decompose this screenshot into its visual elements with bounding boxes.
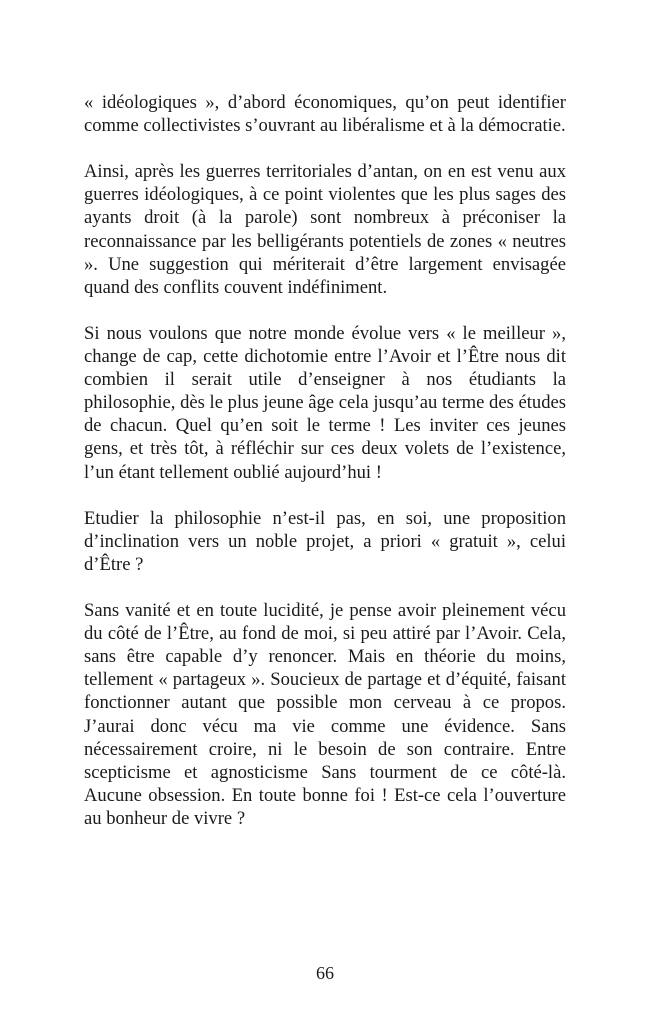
paragraph-3: Si nous voulons que notre monde évolue vers « le meilleur », change de cap, cette dichotomie entre l’Avoir et l’Être nous dit combien il serait utile d’enseigner à nos étudiants la philosophie, dès le plus jeune âge cela jusqu’au terme des études de chacun. Quel qu’en soit le terme ! Les inviter ces jeunes gens, et très tôt, à réfléchir sur ces deux volets de l’existence, l’un étant tellement oublié aujourd’hui ! (84, 322, 566, 483)
body-text (84, 91, 566, 853)
page-number: 66 (316, 963, 334, 983)
paragraph-2: Ainsi, après les guerres territoriales d’antan, on en est venu aux guerres idéologiques, à ce point violentes que les plus sages des ayants droit (à la parole) sont nombreux à préconiser la reconnaissance par les belligérants potentiels de zones « neutres ». Une suggestion qui mériterait d’être largement envisagée quand des conflits couvent indéfiniment. (84, 161, 566, 298)
paragraph-1: « idéologiques », d’abord économiques, qu’on peut identifier comme collectivistes s’ouvrant au libéralisme et à la démocratie. (84, 92, 566, 137)
paragraph-4: Etudier la philosophie n’est-il pas, en soi, une proposition d’inclination vers un noble projet, a priori « gratuit », celui d’Être ? (84, 507, 566, 575)
paragraph-5: Sans vanité et en toute lucidité, je pense avoir pleinement vécu du côté de l’Être, au fond de moi, si peu attiré par l’Avoir. Cela, sans être capable d’y renoncer. Mais en théorie du moins, tellement « partageux ». Soucieux de partage et d’équité, faisant fonctionner autant que possible mon cerveau à ce propos. J’aurai donc vécu ma vie comme une évidence. Sans nécessairement croire, ni le besoin de son contraire. Entre scepticisme et agnosticisme Sans tourment de ce côté-là. Aucune obsession. En toute bonne foi ! Est-ce cela l’ouverture au bonheur de vivre ? (84, 600, 566, 829)
